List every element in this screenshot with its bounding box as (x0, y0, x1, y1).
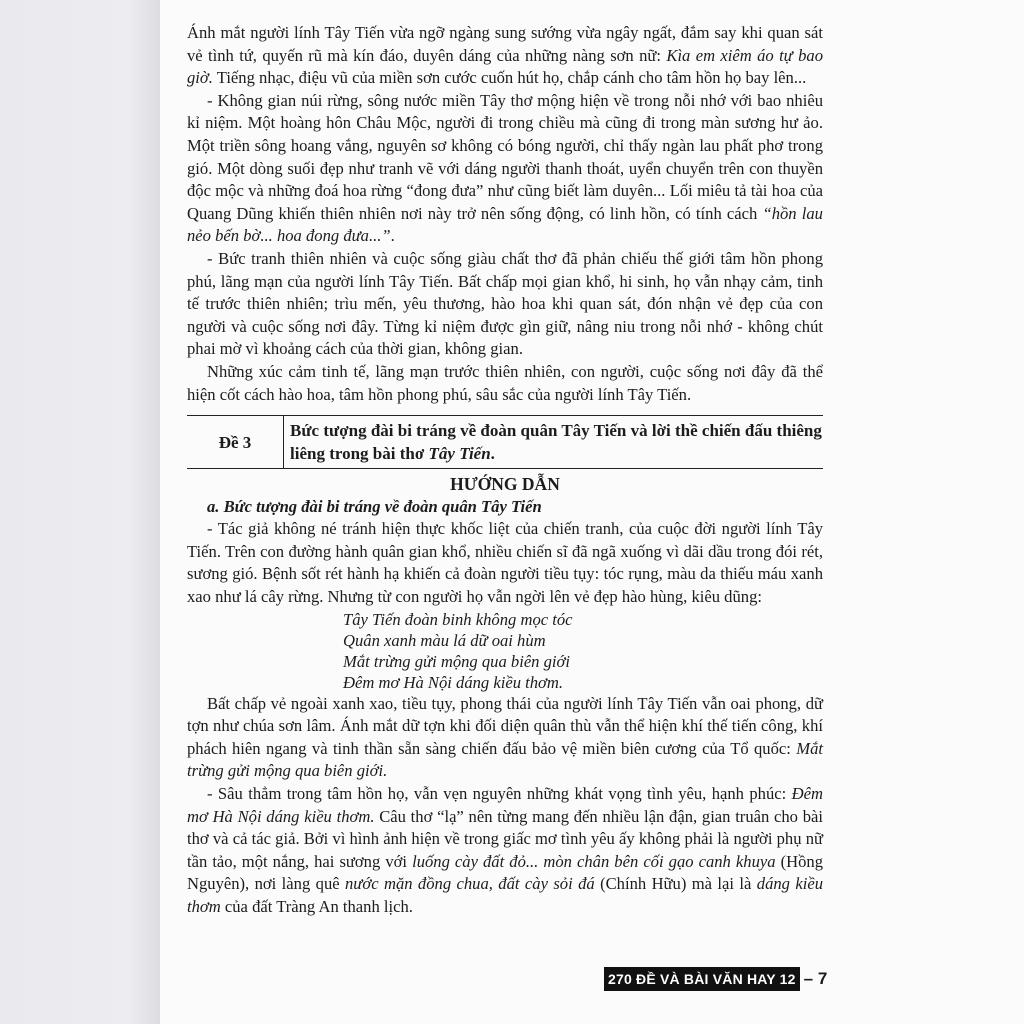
poem-line: Quân xanh màu lá dữ oai hùm (343, 630, 546, 650)
page-number: – 7 (803, 969, 828, 988)
paragraph: - Tác giả không né tránh hiện thực khốc liệt của chiến tranh, của cuộc đời người lính Tây Tiến. Trên con đường hành quân gian khổ, nhiều chiến sĩ đã ngã xuống vì dãi dầu trong đói rét, sương gió. Bệnh sốt rét hành hạ khiến cả đoàn người tiều tụy: tóc rụng, màu da thiếu máu xanh xao như lá cây rừng. Nhưng từ con người họ vẫn ngời lên vẻ đẹp hào hùng, kiêu dũng: (187, 519, 823, 607)
paragraph: Những xúc cảm tinh tế, lãng mạn trước thiên nhiên, con người, cuộc sống nơi đây đã thể hiện cốt cách hào hoa, tâm hồn phong phú, sâu sắc của người lính Tây Tiến. (187, 361, 823, 404)
paragraph: Ánh mắt người lính Tây Tiến vừa ngỡ ngàng sung sướng vừa ngây ngất, đắm say khi quan sát vẻ tình tứ, quyến rũ mà kín đáo, duyên dáng của những nàng sơn nữ: Kìa em xiêm áo tự bao giờ. Tiếng nhạc, điệu vũ của miền sơn cước cuốn hút họ, chắp cánh cho tâm hồn họ bay lên... (187, 23, 823, 88)
paragraph: - Không gian núi rừng, sông nước miền Tây thơ mộng hiện về trong nỗi nhớ với bao nhiêu kỉ niệm. Một hoàng hôn Châu Mộc, người đi trong chiều mà cũng đi trong màn sương hư ảo. Một triền sông hoang vắng, nguyên sơ không có bóng người, chỉ thấy ngàn lau phất phơ trong gió. Một dòng suối đẹp như tranh vẽ với dáng người thanh thoát, uyển chuyển trên con thuyền độc mộc và những đoá hoa rừng “đong đưa” như cũng biết làm duyên... Lối miêu tả tài hoa của Quang Dũng khiến thiên nhiên nơi này trở nên sống động, có linh hồn, có tính cách “hồn lau nẻo bến bờ... hoa đong đưa...”. (187, 90, 823, 246)
paragraph: - Bức tranh thiên nhiên và cuộc sống giàu chất thơ đã phản chiếu thế giới tâm hồn phong phú, lãng mạn của người lính Tây Tiến. Bất chấp mọi gian khổ, hi sinh, họ vẫn nhạy cảm, tinh tế trước thiên nhiên; trìu mến, yêu thương, hào hoa khi quan sát, đón nhận vẻ đẹp của con người và cuộc sống nơi đây. Từng kỉ niệm được gìn giữ, nâng niu trong nỗi nhớ - không chút phai mờ vì khoảng cách của thời gian, không gian. (187, 248, 823, 359)
exercise-title: Bức tượng đài bi tráng về đoàn quân Tây Tiến và lời thề chiến đấu thiêng liêng trong bài thơ Tây Tiến. (290, 421, 822, 464)
book-title-tag: 270 ĐỀ VÀ BÀI VĂN HAY 12 (604, 967, 800, 991)
paragraph: - Sâu thẳm trong tâm hồn họ, vẫn vẹn nguyên những khát vọng tình yêu, hạnh phúc: Đêm mơ Hà Nội dáng kiều thơm. Câu thơ “lạ” nên từng mang đến nhiều lận đận, gian truân cho bài thơ và cả tác giả. Bởi vì hình ảnh hiện về trong giấc mơ tình yêu ấy không phải là người phụ nữ tần tảo, một nắng, hai sương với luống cày đất đỏ... mòn chân bên cối gạo canh khuya (Hồng Nguyên), nơi làng quê nước mặn đồng chua, đất cày sỏi đá (Chính Hữu) mà lại là dáng kiều thơm của đất Tràng An thanh lịch. (187, 784, 823, 916)
book-gutter (0, 0, 160, 1024)
exercise-label: Đề 3 (187, 416, 284, 468)
paragraph: Bất chấp vẻ ngoài xanh xao, tiều tụy, phong thái của người lính Tây Tiến vẫn oai phong, dữ tợn như chúa sơn lâm. Ánh mắt dữ tợn khi đối diện quân thù vẫn thể hiện khí thế tiến công, khí phách hiên ngang và tinh thần sẵn sàng chiến đấu bảo vệ miền biên cương của Tổ quốc: Mắt trừng gửi mộng qua biên giới. (187, 693, 823, 781)
page-footer (604, 966, 827, 992)
page-body (187, 22, 823, 919)
poem-line: Mắt trừng gửi mộng qua biên giới (343, 651, 570, 671)
subheading: a. Bức tượng đài bi tráng về đoàn quân Tây Tiến (207, 496, 542, 516)
guide-heading: HƯỚNG DẪN (450, 474, 560, 495)
poem-line: Tây Tiến đoàn binh không mọc tóc (343, 609, 573, 629)
poem-block (187, 609, 823, 693)
exercise-header (187, 415, 823, 469)
poem-line: Đêm mơ Hà Nội dáng kiều thơm. (343, 672, 564, 692)
